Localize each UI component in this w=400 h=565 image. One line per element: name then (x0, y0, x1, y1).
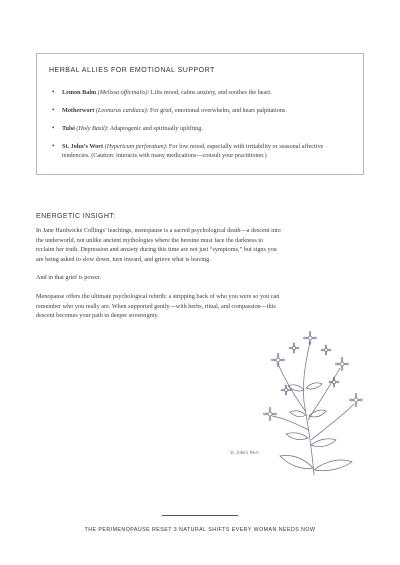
herb-name: Lemon Balm (62, 89, 97, 96)
list-item (49, 88, 351, 97)
bullet-icon: • (52, 142, 55, 150)
page-footer: THE PERIMENOPAUSE RESET 3 NATURAL SHIFTS EVERY WOMAN NEEDS NOW (84, 527, 316, 533)
insight-paragraph: In Jane Hardwicke Collings’ teachings, menopause is a sacred psychological death—a descent into the underworld, not unlike ancient mythologies where the heroine must face the darkness to reclaim her truth. Depression and anxiety during this time are not just “symptoms,” but signs you are being asked to slow down, turn inward, and grieve what is leaving. (36, 227, 281, 263)
herb-latin: (Hypericum perforatum) (104, 143, 166, 150)
footer-divider (162, 515, 238, 516)
herbal-allies-box (36, 53, 364, 175)
herb-latin: (Leonurus cardiaca) (95, 107, 147, 114)
illustration-caption: St. John’s Wort (230, 451, 259, 456)
st-johns-wort-flower-icon (256, 320, 376, 480)
list-item (49, 142, 351, 160)
herb-list (49, 88, 351, 160)
insight-paragraph: Menopause offers the ultimate psychological rebirth: a stripping back of who you were so you can remember who you really are. When supported gently—with herbs, ritual, and compassion—this descent becomes your path to deeper sovereignty. (36, 292, 280, 320)
herb-description: : Adaptogenic and spiritually uplifting. (106, 125, 203, 132)
herb-name: Motherwort (62, 107, 95, 114)
herb-latin: (Holy Basil) (76, 125, 107, 132)
herb-name: Tulsi (62, 125, 75, 132)
bullet-icon: • (52, 124, 55, 132)
energetic-insight-title: ENERGETIC INSIGHT: (36, 213, 116, 220)
herb-name: St. John’s Wort (62, 143, 104, 150)
insight-body (36, 226, 282, 330)
bullet-icon: • (52, 88, 55, 96)
bullet-icon: • (52, 106, 55, 114)
list-item (49, 106, 351, 115)
herbal-allies-title: HERBAL ALLIES FOR EMOTIONAL SUPPORT (49, 67, 215, 74)
insight-paragraph: And in that grief is power. (36, 274, 101, 282)
herb-description: : Lifts mood, calms anxiety, and soothes the heart. (147, 89, 272, 96)
herb-description: : For grief, emotional overwhelm, and heart palpitations. (146, 107, 287, 114)
list-item (49, 124, 351, 133)
herb-latin: (Melissa officinalis) (97, 89, 148, 96)
herb-description: : For low mood, especially with irritability or seasonal affective tendencies. (Caution: interacts with many medications—consult your practitioner.) (62, 143, 324, 159)
